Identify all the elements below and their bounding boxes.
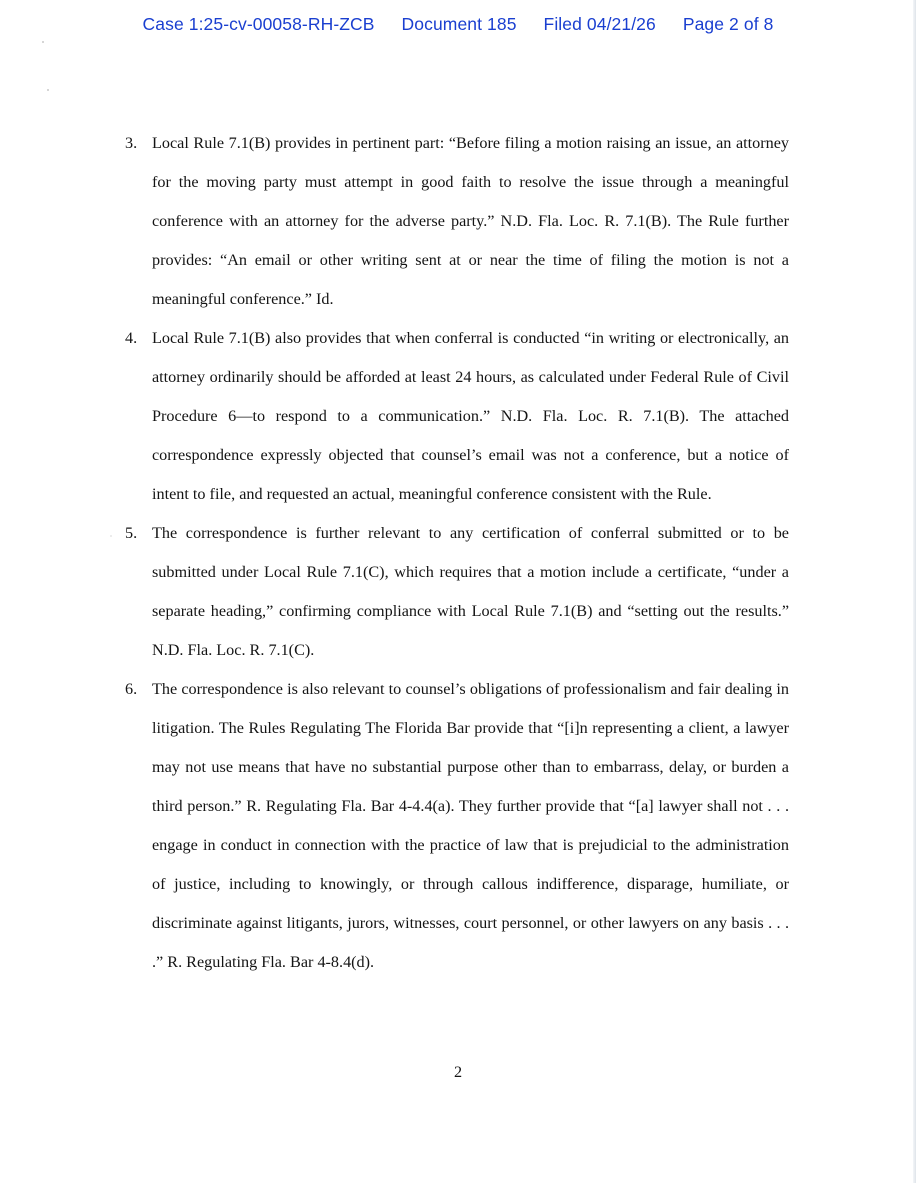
paragraph-number: 6. [125,680,138,698]
paragraph-number: 3. [125,134,138,152]
page-indicator: Page 2 of 8 [682,14,774,34]
case-number: Case 1:25-cv-00058-RH-ZCB [142,14,375,34]
paragraph-number: 4. [125,329,138,347]
paragraph-text: The correspondence is also relevant to counsel’s obligations of professionalism and fair dealing in litigation. The Rules Regulating The Florida Bar provide that “[i]n representing a client, a lawyer may not use means that have no substantial purpose other than to embarrass, delay, or burden a third person.” R. Regulating Fla. Bar 4-4.4(a). They further provide that “[a] lawyer shall not . . . engage in conduct in connection with the practice of law that is prejudicial to the administration of justice, including to knowingly, or through callous indifference, disparage, humiliate, or discriminate against litigants, jurors, witnesses, court personnel, or other lawyers on any basis . . . .” R. Regulating Fla. Bar 4-8.4(d). [152,680,789,971]
scan-speck [47,89,49,91]
numbered-paragraph [125,124,789,319]
paragraph-text: The correspondence is further relevant to any certification of conferral submitted or to be submitted under Local Rule 7.1(C), which requires that a motion include a certificate, “under a separate heading,” confirming compliance with Local Rule 7.1(B) and “setting out the results.” N.D. Fla. Loc. R. 7.1(C). [152,524,789,659]
page-number: 2 [453,1063,463,1081]
document-number: Document 185 [401,14,517,34]
scan-speck [110,535,112,537]
numbered-paragraph [125,319,789,514]
numbered-paragraph [125,514,789,670]
filed-date: Filed 04/21/26 [543,14,656,34]
ecf-filing-header [0,14,916,35]
numbered-paragraph [125,670,789,982]
paragraph-text: Local Rule 7.1(B) provides in pertinent part: “Before filing a motion raising an issue, an attorney for the moving party must attempt in good faith to resolve the issue through a meaningful conference with an attorney for the adverse party.” N.D. Fla. Loc. R. 7.1(B). The Rule further provides: “An email or other writing sent at or near the time of filing the motion is not a meaningful conference.” Id. [152,134,789,308]
paragraph-number: 5. [125,524,138,542]
paragraph-text: Local Rule 7.1(B) also provides that when conferral is conducted “in writing or electronically, an attorney ordinarily should be afforded at least 24 hours, as calculated under Federal Rule of Civil Procedure 6—to respond to a communication.” N.D. Fla. Loc. R. 7.1(B). The attached correspondence expressly objected that counsel’s email was not a conference, but a notice of intent to file, and requested an actual, meaningful conference consistent with the Rule. [152,329,789,503]
document-body [125,124,789,982]
scan-speck [42,41,44,43]
